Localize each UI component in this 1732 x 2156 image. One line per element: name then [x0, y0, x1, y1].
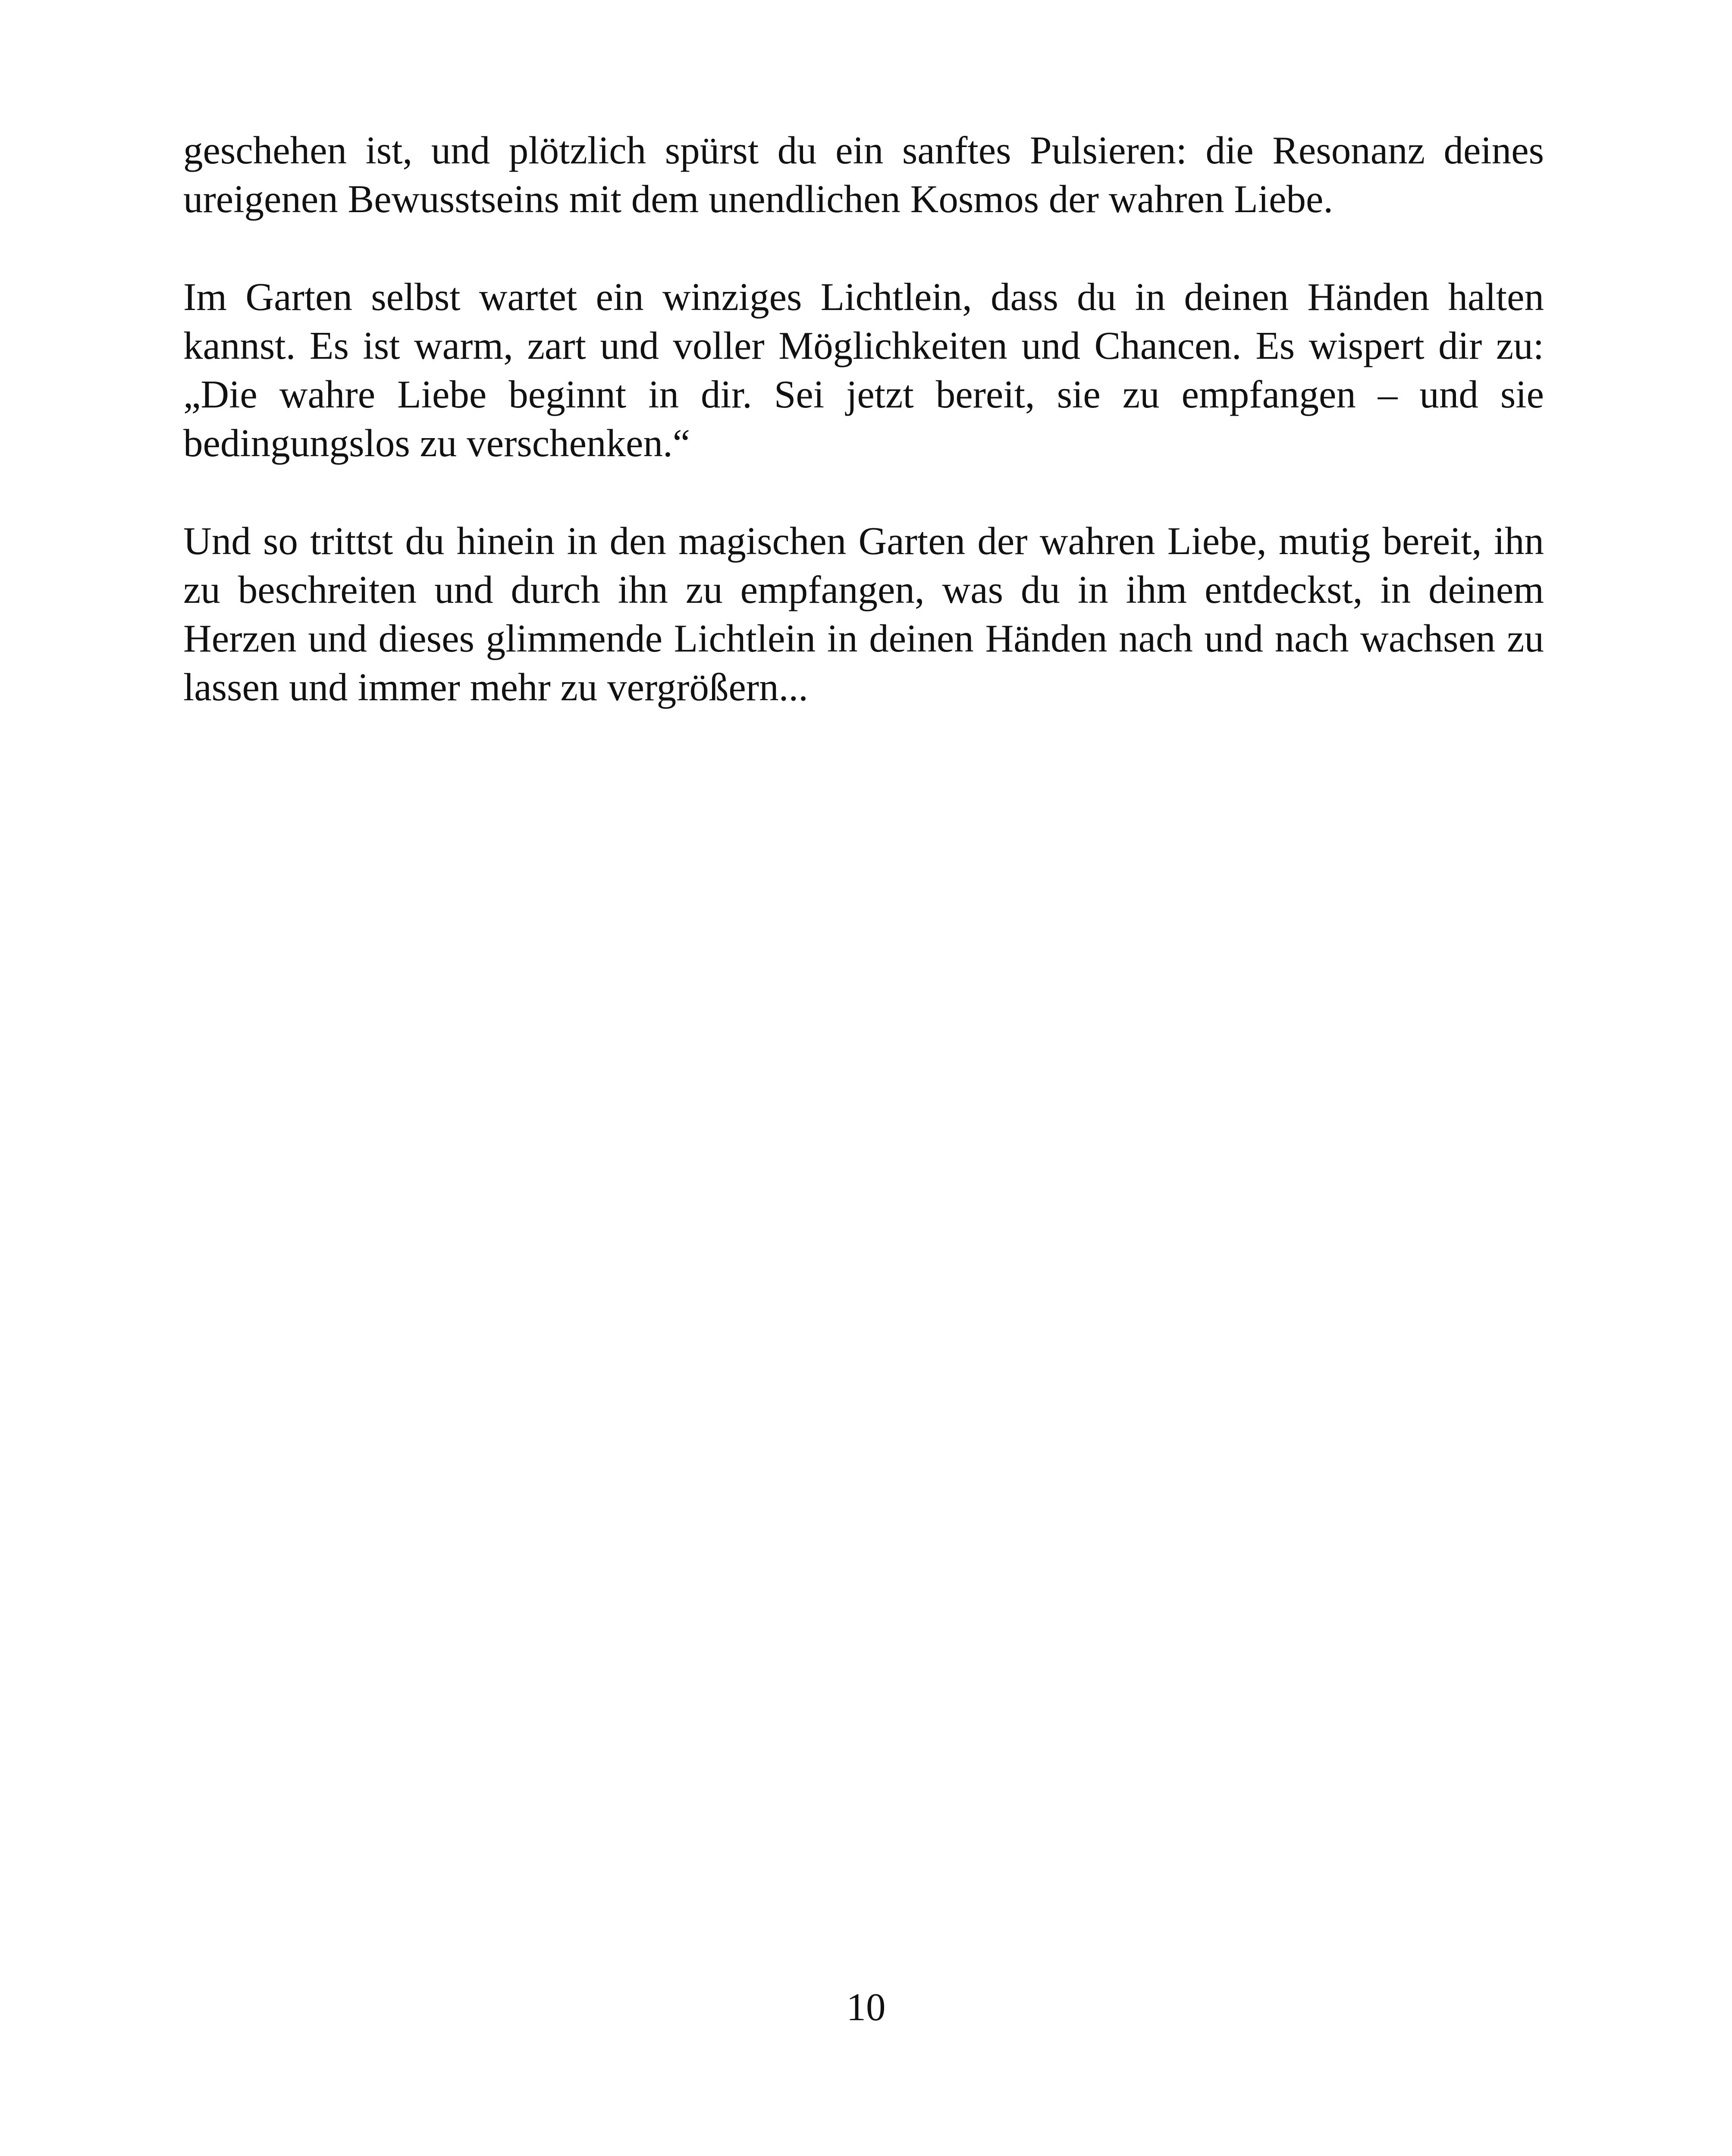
body-text	[183, 126, 1544, 711]
page-number: 10	[846, 1985, 886, 2029]
paragraph-2: Im Garten selbst wartet ein winziges Lichtlein, dass du in deinen Händen halten kannst. Es ist warm, zart und voller Möglichkeiten und Chancen. Es wispert dir zu: „Die wahre Liebe beginnt in dir. Sei jetzt bereit, sie zu empfangen – und sie bedingungslos zu verschenken.“	[183, 275, 1544, 465]
paragraph-1: geschehen ist, und plötzlich spürst du ein sanftes Pulsieren: die Resonanz deines ureigenen Bewusstseins mit dem unendlichen Kosmos der wahren Liebe.	[183, 128, 1544, 221]
paragraph-3: Und so trittst du hinein in den magischen Garten der wahren Liebe, mutig bereit, ihn zu beschreiten und durch ihn zu empfangen, was du in ihm entdeckst, in deinem Herzen und dieses glimmende Lichtlein in deinen Händen nach und nach wachsen zu lassen und immer mehr zu vergrößern...	[183, 519, 1544, 709]
